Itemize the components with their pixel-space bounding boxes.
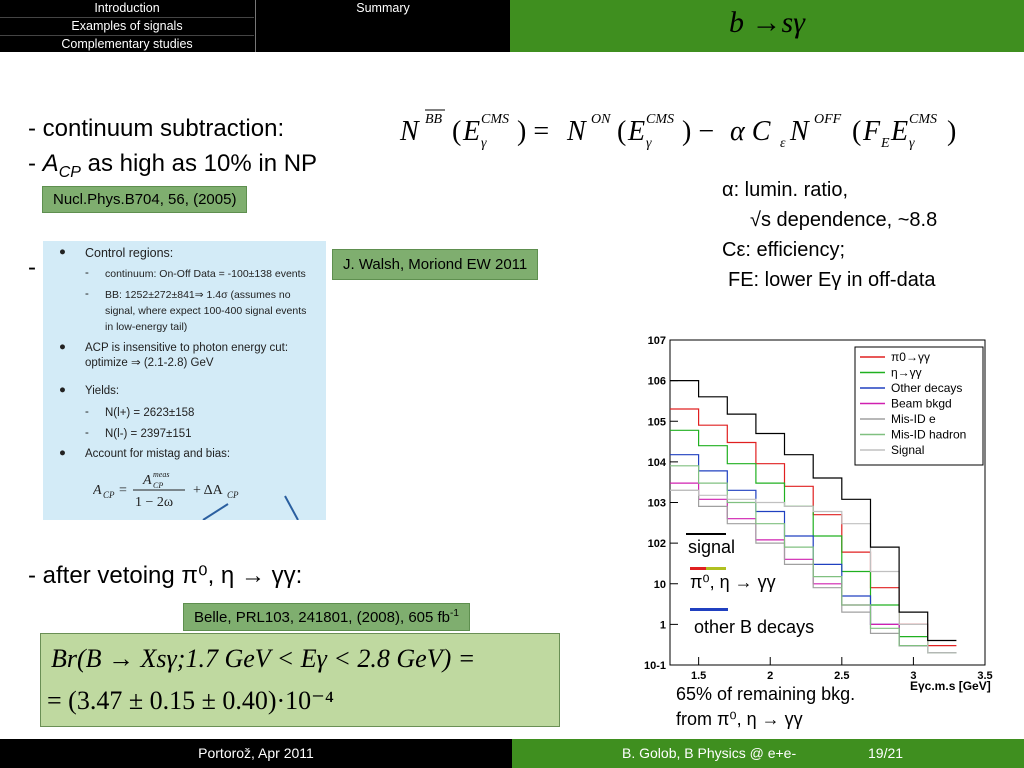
panel-line: Yields: — [85, 385, 120, 397]
svg-text:(: ( — [852, 116, 862, 147]
bullet-veto: - after vetoing π⁰, η → γγ: — [28, 562, 303, 589]
bullet-continuum: - continuum subtraction: — [28, 115, 285, 142]
annotation-other: other B decays — [694, 617, 815, 637]
citation-nucl-phys: Nucl.Phys.B704, 56, (2005) — [42, 186, 247, 213]
acp-prefix: - — [28, 150, 43, 177]
svg-text:) −: ) − — [682, 116, 715, 147]
continuum-formula — [395, 105, 995, 155]
acp-rest: as high as 10% in NP — [80, 150, 318, 177]
y-tick-label: 10-1 — [643, 660, 666, 672]
svg-text:+ ΔA: + ΔA — [193, 483, 223, 498]
panel-line: in low-energy tail) — [105, 321, 188, 333]
svg-text:N: N — [790, 116, 809, 147]
svg-text:CP: CP — [227, 490, 239, 500]
svg-text:N: N — [400, 116, 419, 147]
note-ceps: Cε: efficiency; — [722, 239, 846, 261]
svg-text:E: E — [463, 116, 481, 147]
x-tick-label: 2.5 — [834, 670, 850, 682]
svg-text:CMS: CMS — [909, 112, 937, 127]
note-sqrt: √s dependence, ~8.8 — [750, 209, 938, 231]
bullet-dot: ● — [59, 246, 66, 258]
result-line2: = (3.47 ± 0.15 ± 0.40)·10⁻⁴ — [47, 686, 334, 715]
result-box — [40, 633, 560, 727]
footer-author: B. Golob, B Physics @ e+e- — [622, 745, 797, 761]
bullet-acp — [28, 150, 317, 182]
x-tick-label: 1.5 — [690, 670, 707, 682]
signal-line-marker — [686, 533, 726, 535]
x-tick-label: 3.5 — [977, 670, 993, 682]
control-regions-panel: ● Control regions: - continuum: On-Off Data = -100±138 events - BB: 1252±272±841⇒ 1.4σ (assumes no signal, where expect 100-400 signal events in low-energy tail) ● ACP is insensitive to photon energy cut: optimize ⇒ (2.1-2.8) GeV ● Yields: - N(l+) = 2623±158 - N(l-) = 2397±151 ● Account for mistag and bias: A CP = A meas CP 1 − 2ω + ΔA CP — [43, 241, 326, 520]
svg-text:CMS: CMS — [646, 112, 674, 127]
pi0-line-marker — [690, 567, 706, 570]
energy-spectrum-plot — [640, 335, 1000, 695]
svg-text:N: N — [567, 116, 586, 147]
citation-belle — [183, 603, 470, 631]
legend-entry: π0→γγ — [891, 350, 930, 364]
notes-block — [722, 175, 937, 295]
svg-text:γ: γ — [481, 136, 487, 151]
footer-page-number: 19/21 — [868, 745, 904, 761]
svg-text:1 − 2ω: 1 − 2ω — [135, 495, 174, 510]
y-tick-label: 1 — [659, 619, 666, 632]
svg-text:E: E — [881, 136, 890, 151]
svg-text:A: A — [143, 473, 152, 488]
panel-line: BB: 1252±272±841⇒ 1.4σ (assumes no — [105, 289, 291, 301]
nav-section-left — [0, 0, 254, 52]
note-fe: FE: lower Eγ in off-data — [728, 269, 936, 291]
result-line1: Br(B → Xsγ;1.7 GeV < Eγ < 2.8 GeV) = — [51, 644, 476, 673]
other-line-marker — [690, 608, 728, 611]
legend-entry: Mis-ID hadron — [891, 427, 967, 442]
slide-title: b →sγ — [729, 6, 805, 39]
svg-text:F: F — [863, 116, 881, 147]
plot-legend — [855, 347, 983, 465]
svg-text:CP: CP — [103, 490, 115, 500]
panel-line: continuum: On-Off Data = -100±138 events — [105, 268, 306, 280]
nav-item-complementary[interactable]: Complementary studies — [61, 37, 193, 51]
svg-text:γ: γ — [646, 136, 652, 151]
svg-text:) =: ) = — [517, 116, 550, 147]
annotation-signal: signal — [688, 537, 736, 557]
svg-text:CP: CP — [153, 481, 164, 490]
svg-text:meas: meas — [153, 470, 170, 479]
svg-text:ε: ε — [780, 136, 786, 151]
acp-formula — [93, 466, 323, 520]
y-tick-label: 104 — [647, 456, 666, 469]
annotation-pieta: π⁰, η → γγ — [690, 572, 776, 592]
legend-entry: Other decays — [891, 381, 963, 395]
x-axis-label: Eγc.m.s [GeV] — [910, 679, 991, 693]
panel-line: N(l-) = 2397±151 — [105, 428, 192, 440]
acp-symbol: A — [42, 150, 59, 177]
x-tick-label: 2 — [767, 670, 774, 682]
footer-location: Portorož, Apr 2011 — [198, 745, 314, 761]
svg-text:γ: γ — [909, 136, 915, 151]
svg-text:BB: BB — [425, 112, 443, 127]
citation-belle-text: Belle, PRL103, 241801, (2008), 605 fb — [194, 609, 451, 626]
svg-text:=: = — [119, 483, 127, 498]
panel-line: N(l+) = 2623±158 — [105, 407, 195, 419]
note-alpha: α: lumin. ratio, — [722, 179, 849, 201]
eta-line-marker — [706, 567, 726, 570]
bullet-dash: - — [28, 254, 36, 281]
nav-item-introduction[interactable]: Introduction — [0, 0, 254, 18]
header-nav-bar — [0, 0, 510, 52]
y-tick-label: 106 — [647, 375, 666, 388]
y-tick-label: 103 — [647, 497, 666, 510]
panel-line: Control regions: — [85, 246, 174, 260]
x-tick-label: 3 — [910, 670, 917, 682]
panel-line: ACP is insensitive to photon energy cut: — [85, 342, 289, 354]
legend-entry: Mis-ID e — [891, 412, 936, 426]
svg-text:OFF: OFF — [814, 112, 842, 127]
svg-text:(: ( — [617, 116, 627, 147]
citation-belle-sup: -1 — [450, 608, 459, 619]
legend-entry: η→γγ — [891, 365, 922, 380]
svg-text:A: A — [93, 483, 102, 498]
y-tick-label: 102 — [647, 538, 666, 551]
y-tick-label: 105 — [647, 416, 666, 429]
panel-line: Account for mistag and bias: — [85, 448, 231, 460]
acp-subscript: CP — [58, 163, 81, 181]
svg-text:(: ( — [452, 116, 462, 147]
svg-text:ON: ON — [591, 112, 611, 127]
citation-walsh: J. Walsh, Moriond EW 2011 — [332, 249, 538, 280]
nav-section-right — [255, 0, 510, 52]
legend-entry: Signal — [891, 443, 925, 457]
svg-text:CMS: CMS — [481, 112, 509, 127]
nav-item-summary[interactable]: Summary — [356, 1, 410, 15]
svg-text:): ) — [947, 116, 957, 147]
panel-line: signal, where expect 100-400 signal events — [105, 305, 307, 317]
annotation-remaining1: 65% of remaining bkg. — [676, 684, 856, 704]
svg-text:α C: α C — [730, 116, 771, 147]
svg-text:E: E — [628, 116, 646, 147]
y-tick-label: 107 — [647, 335, 666, 347]
svg-text:E: E — [891, 116, 909, 147]
nav-item-examples[interactable]: Examples of signals — [0, 18, 254, 36]
panel-line: optimize ⇒ (2.1-2.8) GeV — [85, 357, 214, 369]
annotation-remaining2: from π⁰, η → γγ — [676, 709, 803, 729]
y-tick-label: 10 — [653, 578, 666, 591]
legend-entry: Beam bkgd — [891, 396, 952, 411]
